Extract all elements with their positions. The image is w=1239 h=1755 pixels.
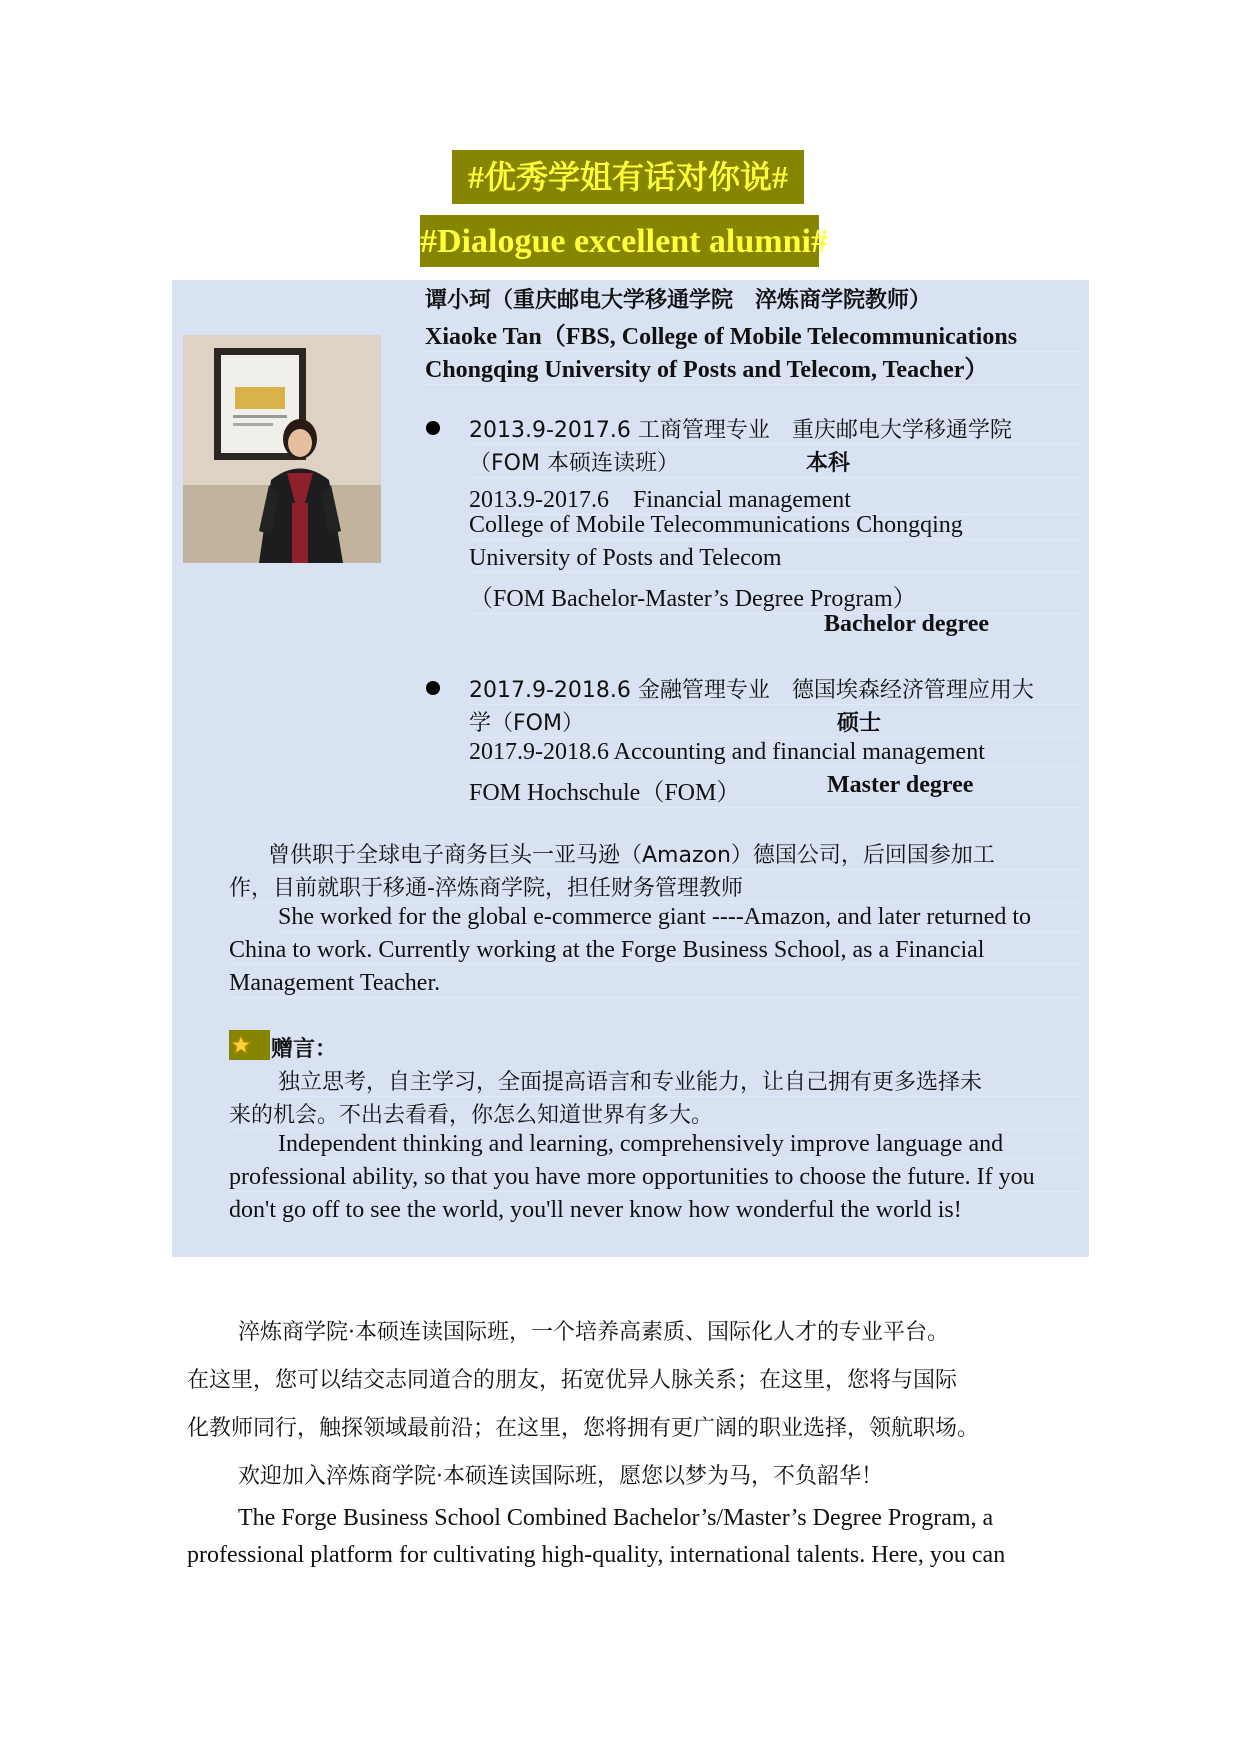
edu1-en-line-2: College of Mobile Telecommunications Chongqing [469, 512, 1082, 540]
profile-photo [183, 335, 381, 563]
bio-zh-line-1: 曾供职于全球电子商务巨头一亚马逊（Amazon）德国公司，后回国参加工 [268, 838, 1082, 870]
edu2-en-degree: Master degree [827, 772, 974, 798]
bio-en-line-1: She worked for the global e-commerce giant ----Amazon, and later returned to [278, 904, 1082, 932]
star-icon [229, 1030, 270, 1060]
edu1-zh-line-1: 2013.9-2017.6 工商管理专业 重庆邮电大学移通学院 [469, 413, 1082, 445]
edu1-en-line-1: 2013.9-2017.6 Financial management [469, 479, 1082, 515]
footer-zh-line-3: 化教师同行，触探领域最前沿；在这里，您将拥有更广阔的职业选择，领航职场。 [187, 1416, 980, 1441]
motto-zh-line-1: 独立思考，自主学习，全面提高语言和专业能力，让自己拥有更多选择未 [278, 1065, 1082, 1097]
bio-zh-line-2: 作，目前就职于移通-淬炼商学院，担任财务管理教师 [229, 871, 1082, 903]
motto-en-line-2: professional ability, so that you have more opportunities to choose the future. If you [229, 1164, 1082, 1192]
edu2-en-school: FOM Hochschule（FOM） [469, 780, 741, 806]
edu2-zh-line-1: 2017.9-2018.6 金融管理专业 德国埃森经济管理应用大 [469, 673, 1082, 705]
name-english-line-2: Chongqing University of Posts and Telecom, Teacher） [425, 349, 1082, 385]
bio-en-line-2: China to work. Currently working at the Forge Business School, as a Financial [229, 937, 1082, 965]
edu1-en-line-4: （FOM Bachelor-Master’s Degree Program） [469, 578, 1082, 614]
bio-en-line-3: Management Teacher. [229, 970, 1082, 998]
motto-badge [229, 1030, 270, 1060]
graduate-photo-illustration [183, 335, 381, 563]
motto-zh-line-2: 来的机会。不出去看看，你怎么知道世界有多大。 [229, 1098, 1082, 1130]
edu1-en-line-3: University of Posts and Telecom [469, 545, 1082, 573]
name-chinese: 谭小珂（重庆邮电大学移通学院 淬炼商学院教师） [425, 288, 932, 313]
edu2-zh-school: 学（FOM） [469, 711, 584, 736]
edu2-en-line-1: 2017.9-2018.6 Accounting and financial management [469, 739, 1082, 767]
edu2-en-line-2 [469, 772, 1082, 808]
edu1-zh-line-2 [469, 446, 1082, 478]
footer-zh-line-2: 在这里，您可以结交志同道合的朋友，拓宽优异人脉关系；在这里，您将与国际 [187, 1368, 958, 1393]
bullet-icon [426, 681, 440, 695]
footer-zh-line-1: 淬炼商学院·本硕连读国际班，一个培养高素质、国际化人才的专业平台。 [238, 1320, 949, 1345]
name-english-line-1: Xiaoke Tan（FBS, College of Mobile Telecommunications [425, 316, 1082, 352]
edu1-zh-program: （FOM 本硕连读班） [469, 451, 679, 476]
motto-en-line-1: Independent thinking and learning, comprehensively improve language and [278, 1131, 1082, 1159]
edu1-zh-degree: 本科 [806, 451, 851, 476]
title-english: #Dialogue excellent alumni# [420, 215, 819, 267]
footer-en-line-2: professional platform for cultivating high-quality, international talents. Here, you can [187, 1542, 1006, 1568]
footer-zh-line-4: 欢迎加入淬炼商学院·本硕连读国际班，愿您以梦为马，不负韶华！ [238, 1464, 883, 1489]
bullet-icon [426, 421, 440, 435]
footer-en-line-1: The Forge Business School Combined Bachelor’s/Master’s Degree Program, a [238, 1505, 994, 1531]
motto-en-line-3: don't go off to see the world, you'll never know how wonderful the world is! [229, 1197, 962, 1223]
edu2-zh-line-2 [469, 706, 1082, 738]
edu1-en-degree: Bachelor degree [824, 611, 990, 637]
title-chinese: #优秀学姐有话对你说# [452, 150, 804, 204]
edu2-zh-degree: 硕士 [837, 711, 882, 736]
motto-label: 赠言： [271, 1037, 338, 1062]
